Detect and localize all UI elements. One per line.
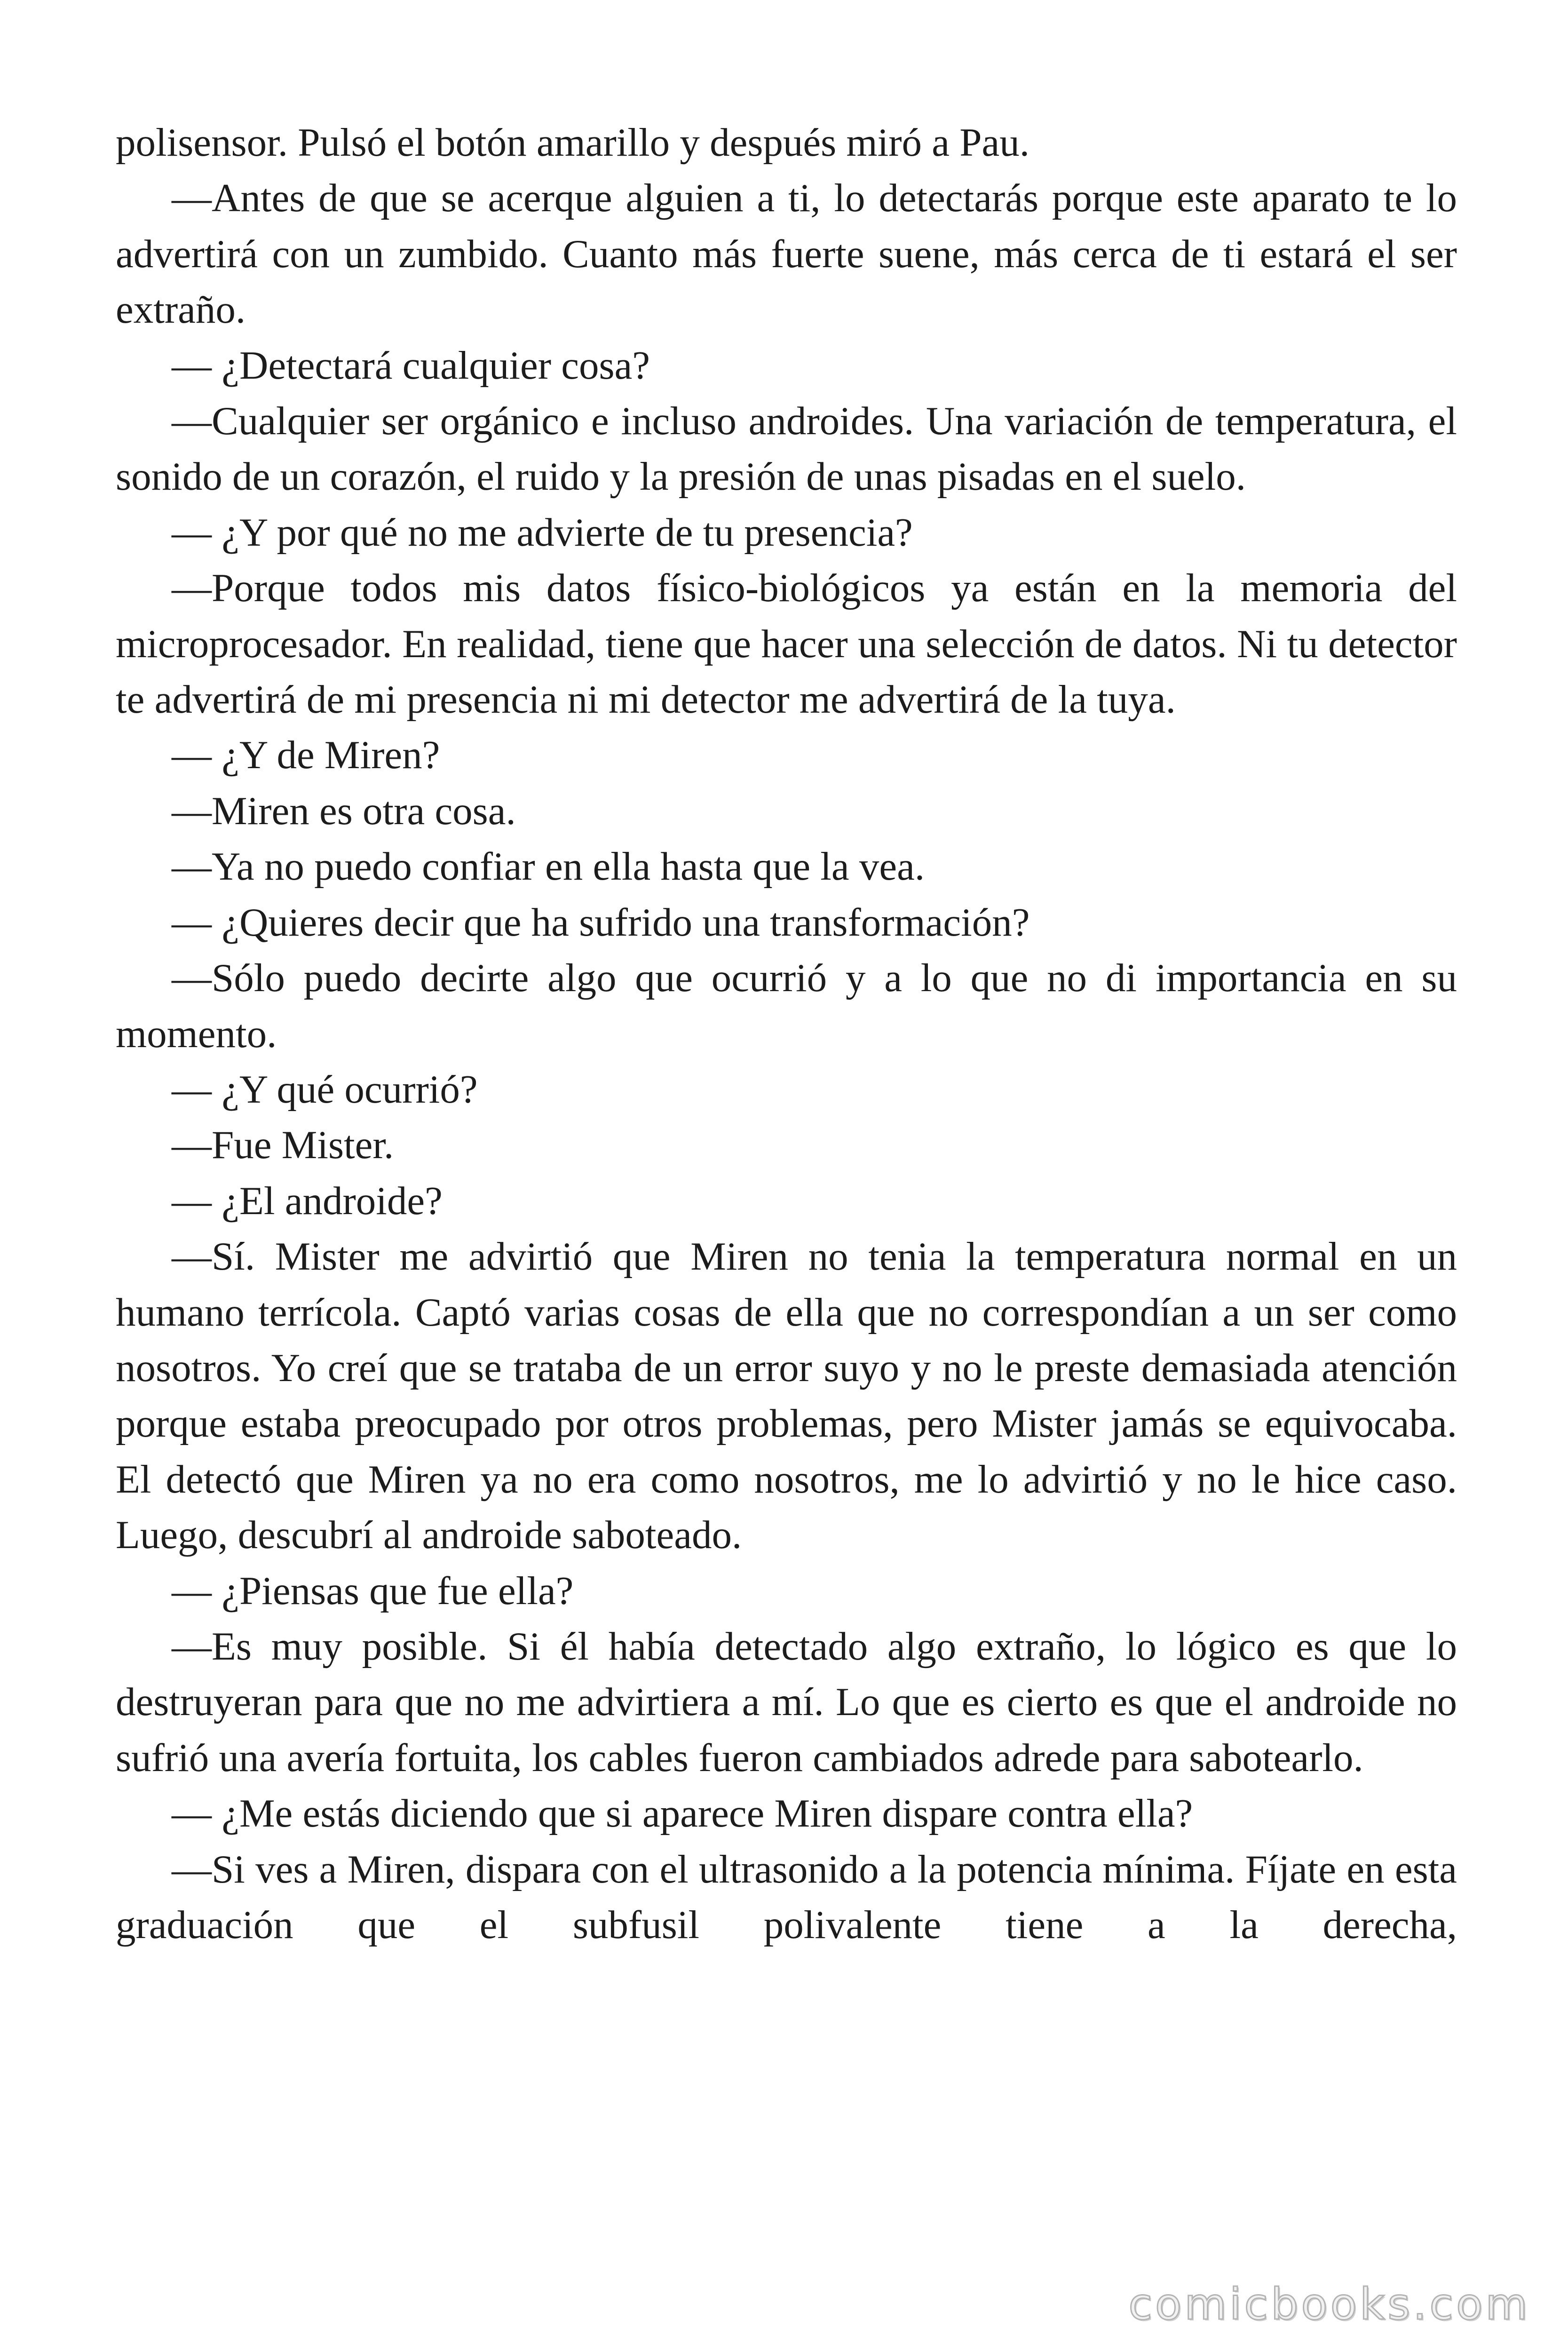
paragraph: —Es muy posible. Si él había detectado algo extraño, lo lógico es que lo destruyeran para que no me advirtiera a mí. Lo que es cierto es que el androide no sufrió una avería fortuita, los cables fueron cambiados adrede para sabotearlo. (116, 1624, 1457, 1780)
paragraph: —Sólo puedo decirte algo que ocurrió y a lo que no di importancia en su momento. (116, 956, 1457, 1056)
paragraph: — ¿Y de Miren? (172, 733, 440, 778)
paragraph: — ¿Y qué ocurrió? (172, 1067, 478, 1112)
watermark: comicbooks.com (1128, 2279, 1530, 2329)
paragraph: — ¿Piensas que fue ella? (172, 1568, 574, 1613)
page-body-text (116, 115, 1457, 1953)
paragraph: —Antes de que se acerque alguien a ti, lo detectarás porque este aparato te lo advertirá con un zumbido. Cuanto más fuerte suene, más cerca de ti estará el ser extraño. (116, 176, 1457, 332)
paragraph: — ¿Detectará cualquier cosa? (172, 343, 650, 388)
paragraph: — ¿Quieres decir que ha sufrido una transformación? (172, 900, 1030, 945)
paragraph: —Ya no puedo confiar en ella hasta que la vea. (172, 844, 925, 889)
paragraph: —Porque todos mis datos físico-biológicos ya están en la memoria del microprocesador. En realidad, tiene que hacer una selección de datos. Ni tu detector te advertirá de mi presencia ni mi detector me advertirá de la tuya. (116, 566, 1457, 722)
paragraph: — ¿Y por qué no me advierte de tu presencia? (172, 510, 913, 555)
paragraph: —Si ves a Miren, dispara con el ultrasonido a la potencia mínima. Fíjate en esta graduación que el subfusil polivalente tiene a la derecha, (116, 1847, 1457, 1947)
paragraph: —Fue Mister. (172, 1123, 394, 1168)
paragraph: — ¿El androide? (172, 1178, 443, 1223)
paragraph: —Sí. Mister me advirtió que Miren no tenia la temperatura normal en un humano terrícola. Captó varias cosas de ella que no correspondían a un ser como nosotros. Yo creí que se trataba de un error suyo y no le preste demasiada atención porque estaba preocupado por otros problemas, pero Mister jamás se equivocaba. El detectó que Miren ya no era como nosotros, me lo advirtió y no le hice caso. Luego, descubrí al androide saboteado. (116, 1234, 1457, 1557)
paragraph: —Cualquier ser orgánico e incluso androides. Una variación de temperatura, el sonido de un corazón, el ruido y la presión de unas pisadas en el suelo. (116, 399, 1457, 499)
paragraph: polisensor. Pulsó el botón amarillo y después miró a Pau. (116, 120, 1030, 165)
paragraph: —Miren es otra cosa. (172, 788, 516, 833)
paragraph: — ¿Me estás diciendo que si aparece Miren dispare contra ella? (172, 1791, 1193, 1836)
